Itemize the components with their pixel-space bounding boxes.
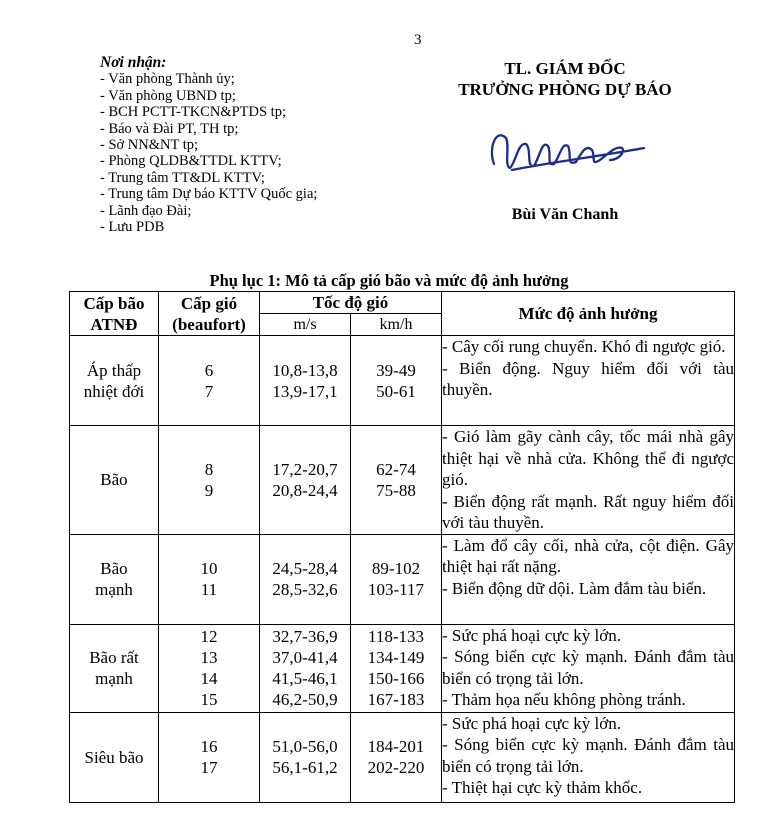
beaufort-level: 14 [200, 669, 218, 688]
recipient-item: - Phòng QLDB&TTDL KTTV; [100, 153, 282, 170]
category-cell [70, 712, 159, 802]
recipient-item: - Văn phòng UBND tp; [100, 87, 236, 104]
impact-text: - Sức phá hoại cực kỳ lớn. [442, 713, 621, 733]
header-category [70, 292, 159, 336]
speed-kmh-value: 62-74 [376, 459, 416, 479]
impact-text: - Cây cối rung chuyển. Khó đi ngược gió. [442, 337, 726, 356]
signer-title-block [420, 58, 710, 100]
impact-text: - Biển động. Nguy hiểm đối với tàu thuyền. [442, 358, 734, 399]
speed-ms-value: 24,5-28,4 [272, 559, 338, 578]
speed-ms-cell [260, 426, 351, 535]
handwritten-signature [482, 116, 652, 186]
impact-text: - Gió làm gãy cành cây, tốc mái nhà gây thiệt hại về nhà cửa. Không thể đi ngược gió. [442, 427, 734, 489]
beaufort-level: 7 [204, 381, 214, 401]
speed-kmh-cell [351, 336, 442, 426]
impact-text: - Biển động rất mạnh. Rất nguy hiểm đối với tàu thuyền. [442, 491, 734, 532]
beaufort-level: 15 [200, 690, 218, 709]
speed-ms-value: 20,8-24,4 [272, 480, 338, 500]
speed-kmh-value: 118-133 [367, 627, 425, 646]
recipient-item: - Trung tâm Dự báo KTTV Quốc gia; [100, 186, 318, 203]
beaufort-level: 8 [204, 459, 214, 479]
speed-kmh-value: 50-61 [376, 381, 416, 401]
speed-ms-value: 13,9-17,1 [272, 381, 338, 401]
beaufort-level: 13 [200, 648, 218, 667]
beaufort-cell [159, 534, 260, 624]
impact-cell [442, 534, 735, 624]
impact-text: - Làm đổ cây cối, nhà cửa, cột điện. Gây thiệt hại rất nặng. [442, 535, 734, 576]
signer-title-line2: TRƯỞNG PHÒNG DỰ BÁO [458, 80, 672, 99]
header-category-line2: ATNĐ [90, 314, 138, 334]
impact-cell [442, 712, 735, 802]
speed-ms-value: 41,5-46,1 [272, 669, 338, 688]
header-beaufort-line2: (beaufort) [172, 314, 246, 334]
beaufort-level: 11 [200, 580, 218, 599]
table-row [70, 336, 735, 426]
category-text: mạnh [95, 669, 133, 688]
recipient-item: - Văn phòng Thành ủy; [100, 71, 235, 88]
category-cell [70, 534, 159, 624]
impact-text: - Sóng biển cực kỳ mạnh. Đánh đắm tàu biển có trọng tải lớn. [442, 647, 734, 688]
header-wind-speed: Tốc độ gió [260, 292, 442, 314]
speed-ms-cell [260, 534, 351, 624]
impact-text: - Thiệt hại cực kỳ thảm khốc. [442, 778, 643, 797]
speed-kmh-value: 167-183 [367, 690, 425, 709]
speed-kmh-value: 184-201 [367, 737, 425, 756]
speed-ms-value: 56,1-61,2 [272, 758, 338, 777]
speed-kmh-value: 75-88 [376, 480, 416, 500]
beaufort-level: 10 [200, 559, 218, 578]
speed-kmh-value: 103-117 [367, 580, 425, 599]
speed-kmh-value: 39-49 [376, 360, 416, 380]
impact-text: - Thảm họa nếu không phòng tránh. [442, 690, 686, 709]
speed-kmh-value: 150-166 [367, 669, 425, 688]
recipients-block [100, 55, 317, 235]
speed-ms-value: 51,0-56,0 [272, 737, 338, 756]
category-text: Áp thấp [86, 360, 142, 380]
page-number: 3 [414, 32, 422, 48]
beaufort-cell [159, 336, 260, 426]
speed-kmh-cell [351, 712, 442, 802]
speed-kmh-cell [351, 534, 442, 624]
header-category-line1: Cấp bão [83, 293, 145, 313]
beaufort-level: 16 [200, 737, 218, 756]
header-beaufort [159, 292, 260, 336]
speed-kmh-value: 134-149 [367, 648, 425, 667]
category-cell [70, 426, 159, 535]
category-text: Bão [100, 470, 128, 490]
wind-scale-table [69, 291, 735, 803]
header-impact: Mức độ ảnh hưởng [442, 292, 735, 336]
category-text: Siêu bão [84, 747, 144, 767]
impact-cell [442, 426, 735, 535]
header-unit-ms: m/s [260, 314, 351, 336]
recipient-item: - BCH PCTT-TKCN&PTDS tp; [100, 104, 286, 121]
impact-cell [442, 624, 735, 712]
category-text: Bão rất [89, 648, 139, 667]
category-cell [70, 624, 159, 712]
speed-kmh-cell [351, 426, 442, 535]
beaufort-level: 6 [204, 360, 214, 380]
recipients-heading: Nơi nhận: [100, 54, 167, 71]
category-text: nhiệt đới [83, 381, 145, 401]
recipient-item: - Báo và Đài PT, TH tp; [100, 120, 239, 137]
speed-kmh-value: 89-102 [371, 559, 421, 578]
recipients-list [100, 71, 317, 235]
recipient-item: - Trung tâm TT&DL KTTV; [100, 169, 265, 186]
table-row [70, 426, 735, 535]
beaufort-cell [159, 624, 260, 712]
impact-text: - Sóng biển cực kỳ mạnh. Đánh đắm tàu biển có trọng tải lớn. [442, 735, 734, 776]
speed-kmh-value: 202-220 [367, 758, 425, 777]
header-beaufort-line1: Cấp gió [180, 293, 238, 313]
header-unit-kmh: km/h [351, 314, 442, 336]
speed-ms-value: 32,7-36,9 [272, 627, 338, 646]
signer-name: Bùi Văn Chanh [511, 206, 619, 223]
category-text: Bão [100, 559, 128, 578]
speed-ms-cell [260, 336, 351, 426]
table-row [70, 624, 735, 712]
impact-text: - Sức phá hoại cực kỳ lớn. [442, 625, 621, 645]
beaufort-cell [159, 712, 260, 802]
speed-kmh-cell [351, 624, 442, 712]
speed-ms-value: 10,8-13,8 [272, 360, 338, 380]
impact-text: - Biển động dữ dội. Làm đắm tàu biển. [442, 578, 707, 598]
impact-cell [442, 336, 735, 426]
beaufort-level: 9 [204, 480, 214, 500]
speed-ms-value: 46,2-50,9 [272, 690, 338, 709]
table-row [70, 712, 735, 802]
table-row [70, 534, 735, 624]
speed-ms-value: 17,2-20,7 [272, 459, 338, 479]
recipient-item: - Lãnh đạo Đài; [100, 202, 192, 219]
recipient-item: - Lưu PDB [100, 219, 165, 236]
speed-ms-cell [260, 712, 351, 802]
signer-title-line1: TL. GIÁM ĐỐC [504, 59, 626, 78]
category-cell [70, 336, 159, 426]
table-title: Phụ lục 1: Mô tả cấp gió bão và mức độ ảnh hưởng [209, 271, 569, 290]
beaufort-level: 17 [200, 758, 218, 777]
category-text: mạnh [95, 580, 133, 599]
recipient-item: - Sở NN&NT tp; [100, 137, 199, 154]
beaufort-cell [159, 426, 260, 535]
beaufort-level: 12 [200, 627, 218, 646]
speed-ms-value: 37,0-41,4 [272, 648, 338, 667]
speed-ms-value: 28,5-32,6 [272, 580, 338, 599]
speed-ms-cell [260, 624, 351, 712]
